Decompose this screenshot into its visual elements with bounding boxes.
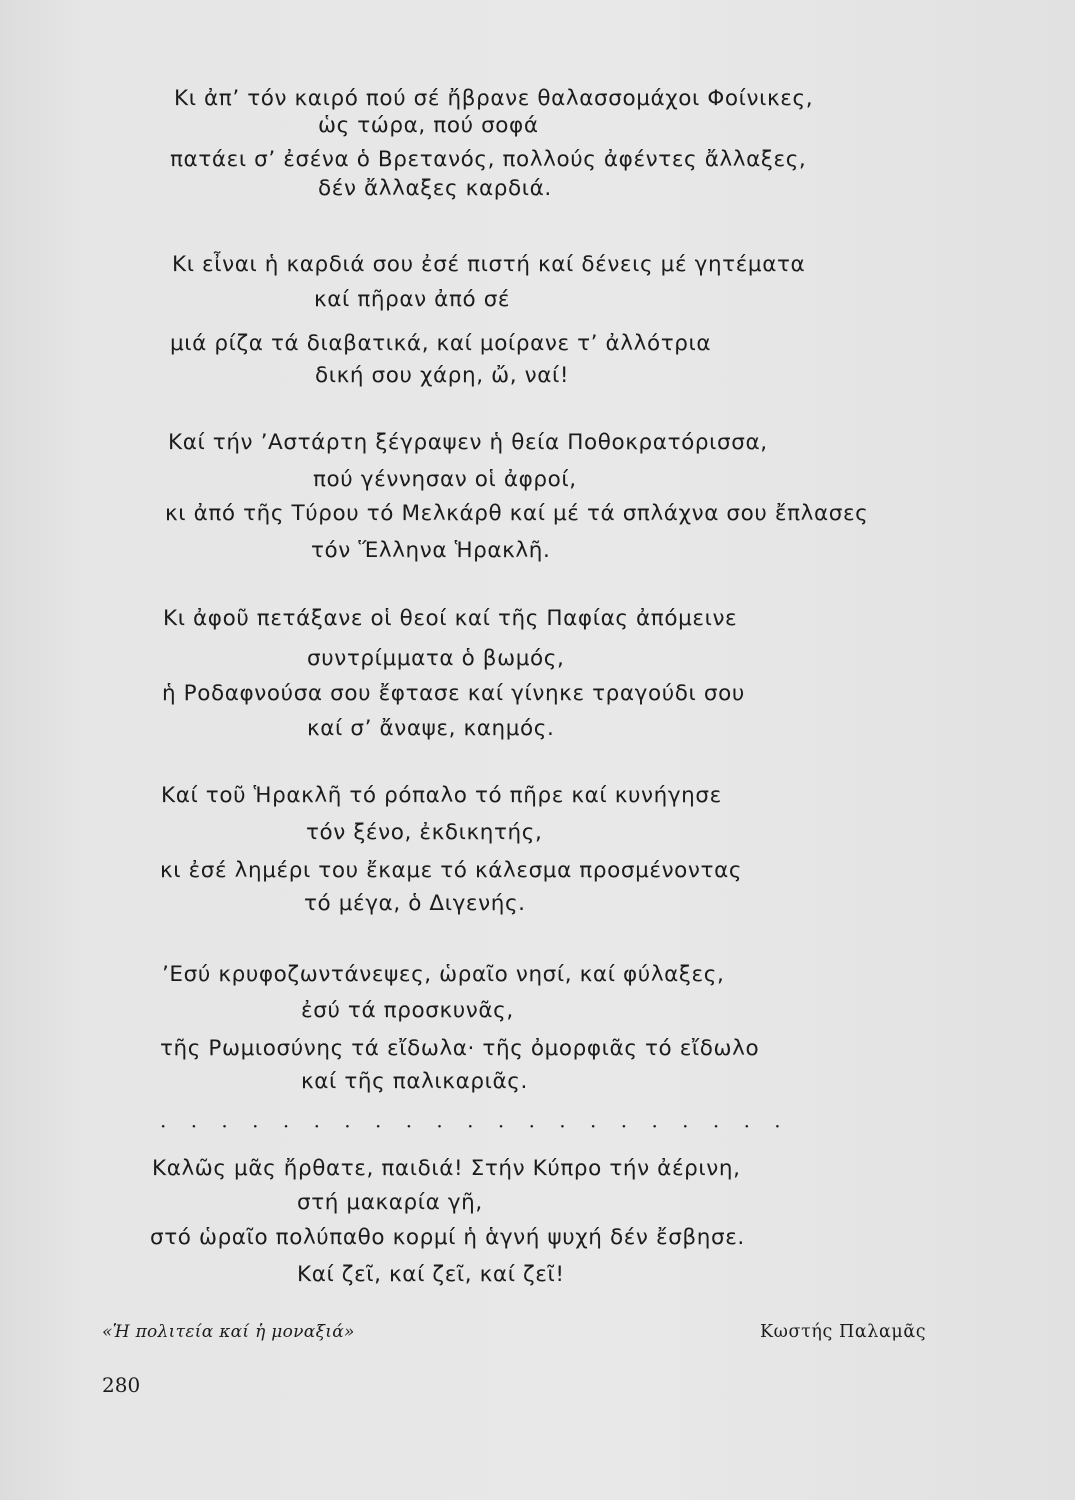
poem-line: Καλῶς μᾶς ἤρθατε, παιδιά! Στήν Κύπρο τήν ἀέρινη, — [152, 1156, 741, 1181]
poem-line: Κι ἀπ’ τόν καιρό πού σέ ἤβρανε θαλασσομάχοι Φοίνικες, — [174, 86, 814, 111]
poem-line: δική σου χάρη, ὤ, ναί! — [315, 363, 570, 388]
poem-line: τόν ξένο, ἐκδικητής, — [306, 820, 543, 845]
poem-line: τόν Ἕλληνα Ἡρακλῆ. — [311, 538, 551, 563]
poem-line: στό ὡραῖο πολύπαθο κορμί ἡ ἁγνή ψυχή δέν ἔσβησε. — [150, 1225, 745, 1250]
poem-line: ἐσύ τά προσκυνᾶς, — [301, 998, 514, 1023]
poem-line: Κι ἀφοῦ πετάξανε οἱ θεοί καί τῆς Παφίας ἀπόμεινε — [163, 606, 738, 631]
page-number: 280 — [102, 1373, 141, 1397]
poem-line: Καί τήν ’Αστάρτη ξέγραψεν ἡ θεία Ποθοκρατόρισσα, — [168, 430, 768, 455]
poem-line: κι ἐσέ λημέρι του ἔκαμε τό κάλεσμα προσμένοντας — [160, 858, 743, 883]
source-citation: «Ἡ πολιτεία καί ἡ μοναξιά» — [102, 1322, 355, 1342]
poem-line: μιά ρίζα τά διαβατικά, καί μοίρανε τ’ ἀλλότρια — [170, 331, 712, 356]
ellipsis-row: · · · · · · · · · · · · · · · · · · · · · — [160, 1114, 790, 1138]
poem-line: ’Εσύ κρυφοζωντάνεψες, ὡραῖο νησί, καί φύλαξες, — [162, 962, 725, 987]
poem-line: τό μέγα, ὁ Διγενής. — [304, 891, 526, 916]
poem-line: Κι εἶναι ἡ καρδιά σου ἐσέ πιστή καί δένεις μέ γητέματα — [172, 252, 806, 277]
poem-line: τῆς Ρωμιοσύνης τά εἴδωλα· τῆς ὀμορφιᾶς τό εἴδωλο — [160, 1036, 760, 1061]
poem-line: πού γέννησαν οἱ ἀφροί, — [313, 467, 577, 492]
poem-line: καί τῆς παλικαριᾶς. — [301, 1069, 528, 1094]
poem-line: Καί τοῦ Ἡρακλῆ τό ρόπαλο τό πῆρε καί κυνήγησε — [161, 783, 722, 808]
poem-line: στή μακαρία γῆ, — [297, 1190, 483, 1215]
poem-line: πατάει σ’ ἐσένα ὁ Βρετανός, πολλούς ἀφέντες ἄλλαξες, — [170, 147, 807, 172]
poem-line: καί σ’ ἄναψε, καημός. — [307, 716, 555, 741]
poem-line: καί πῆραν ἀπό σέ — [314, 287, 511, 312]
author-name: Κωστής Παλαμᾶς — [760, 1322, 927, 1342]
poem-line: κι ἀπό τῆς Τύρου τό Μελκάρθ καί μέ τά σπλάχνα σου ἔπλασες — [165, 501, 869, 526]
poem-line: ἡ Ροδαφνούσα σου ἔφτασε καί γίνηκε τραγούδι σου — [162, 681, 745, 706]
poem-line: ὡς τώρα, πού σοφά — [318, 113, 539, 138]
poem-line: Καί ζεῖ, καί ζεῖ, καί ζεῖ! — [297, 1262, 565, 1287]
poem-line: συντρίμματα ὁ βωμός, — [307, 646, 565, 671]
poem-line: δέν ἄλλαξες καρδιά. — [318, 176, 552, 201]
